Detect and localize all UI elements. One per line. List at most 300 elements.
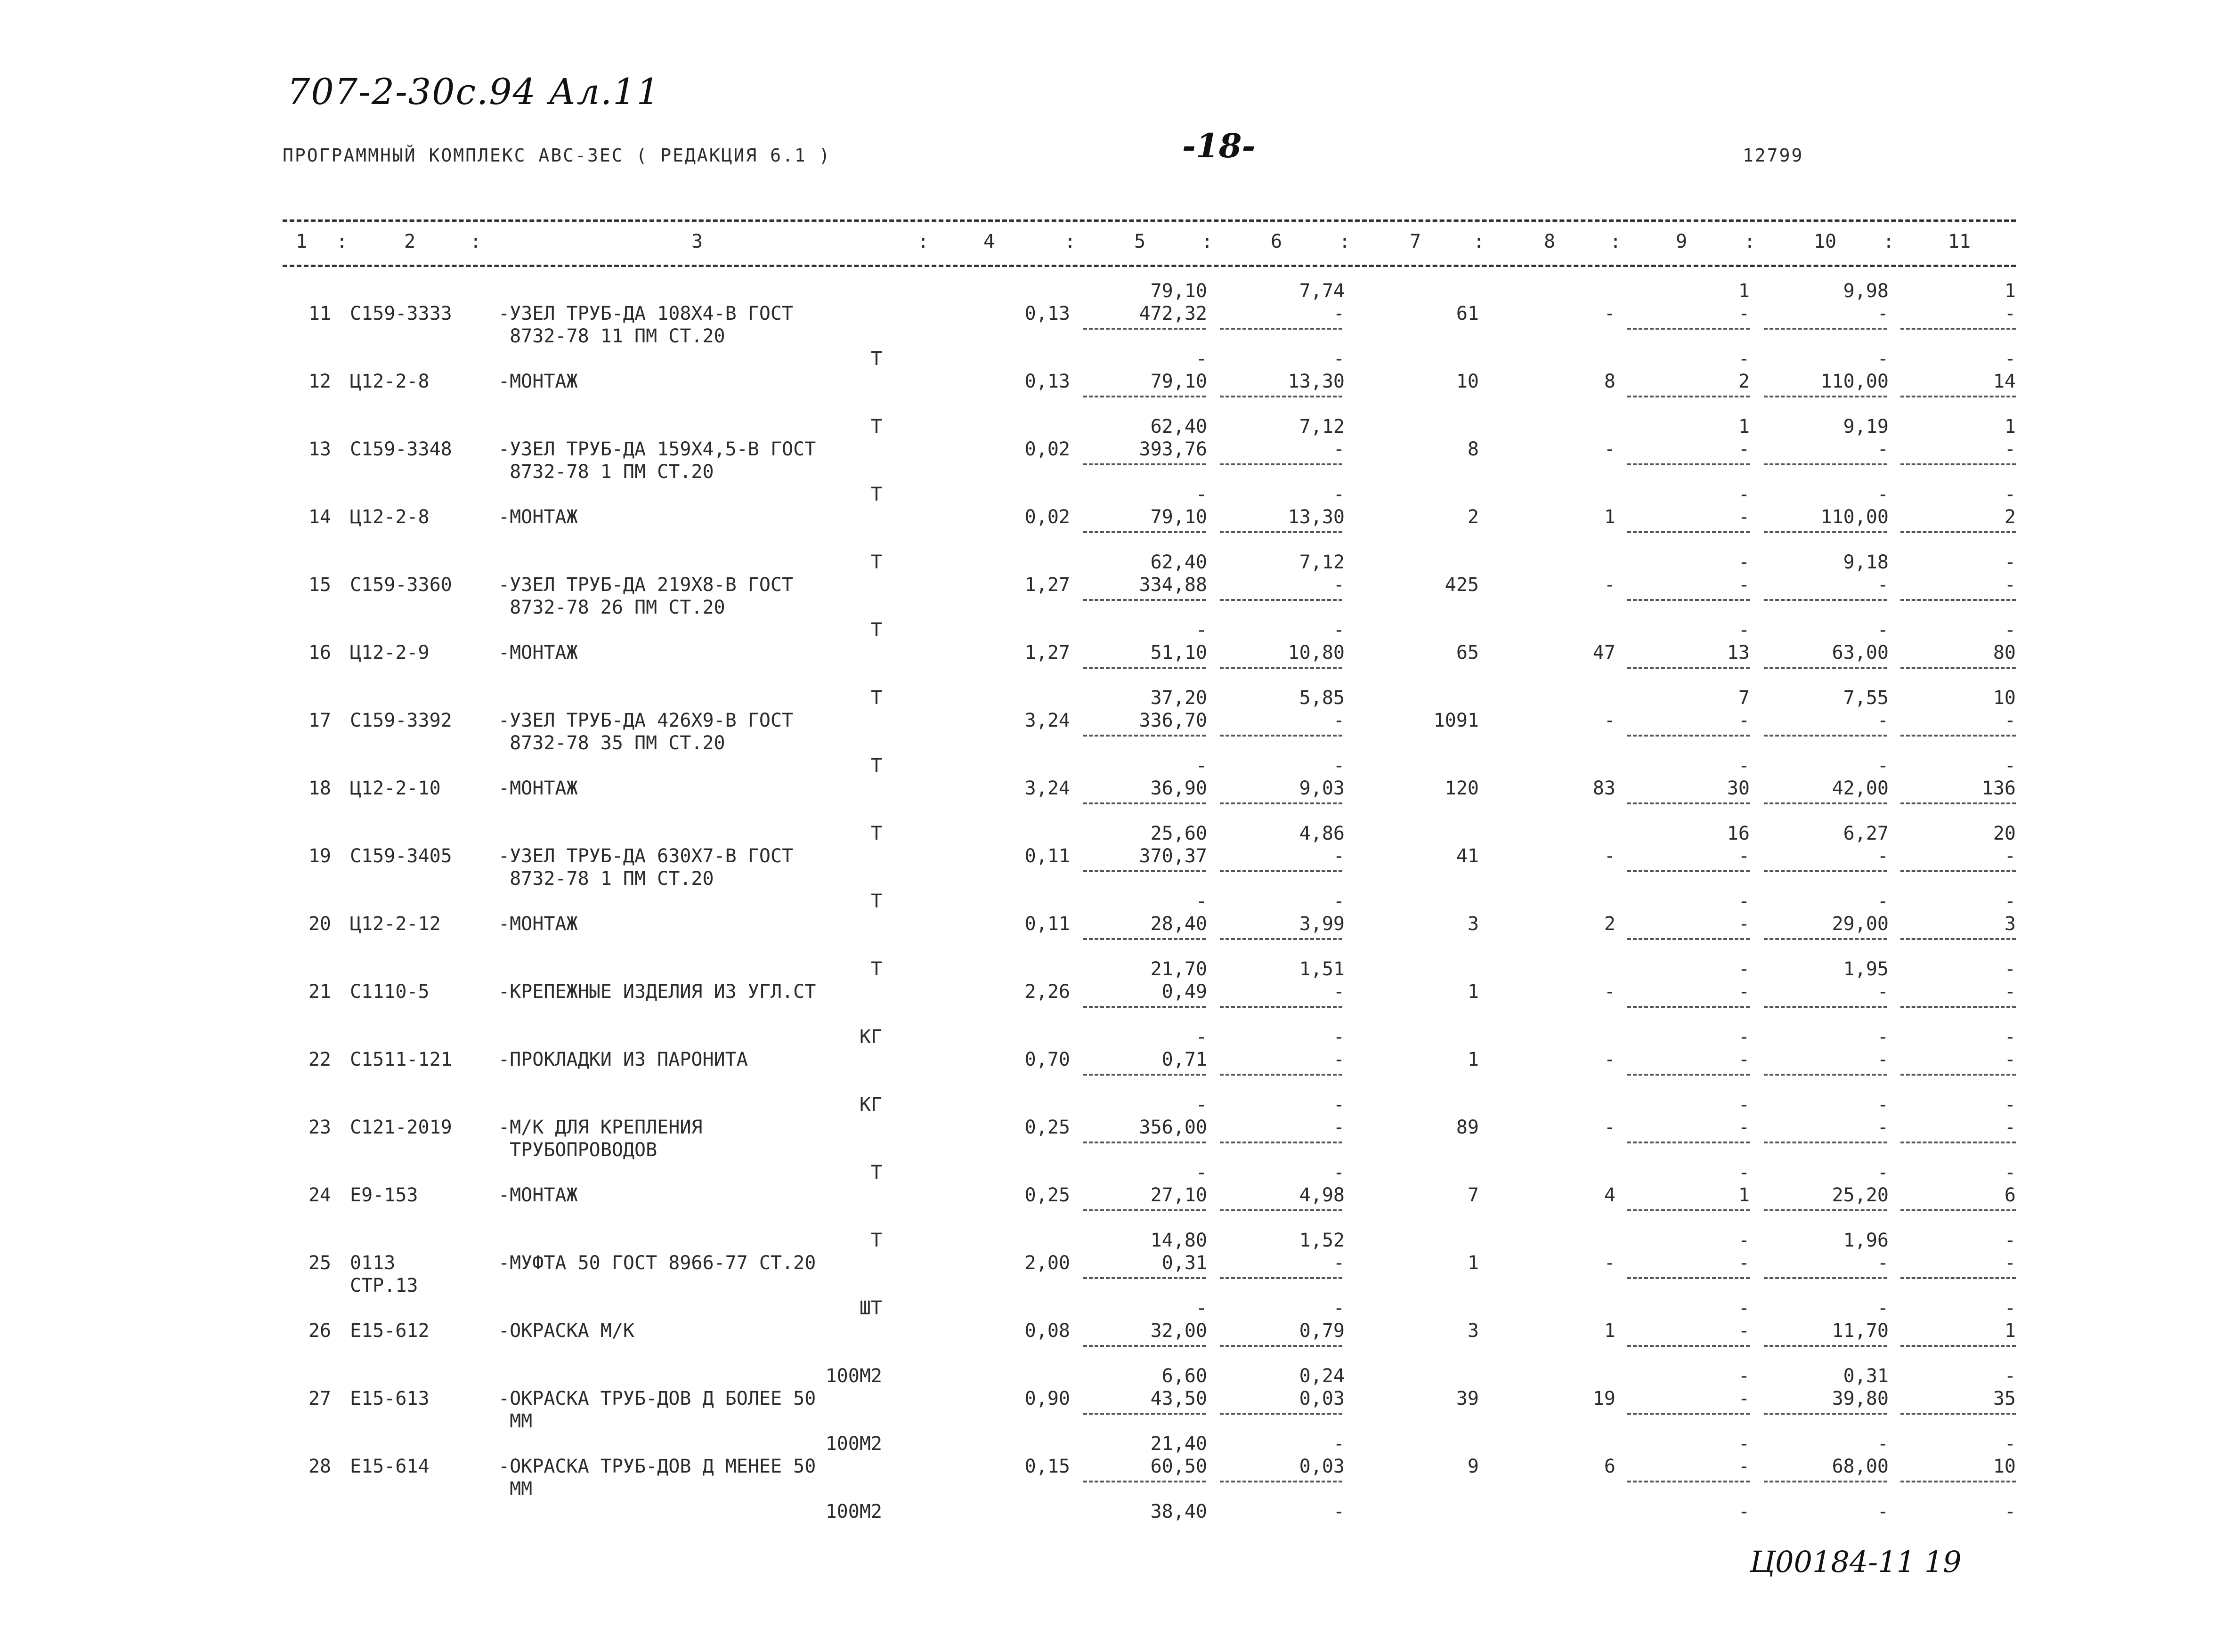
table-row [0,280,2025,370]
row-col5: 393,76 [1139,438,1207,460]
row-col11-lower: 10 [1993,687,2016,709]
row-quantity: 0,90 [1024,1388,1070,1409]
cell-underline [1627,396,1750,397]
row-col5-lower: - [1195,1026,1207,1048]
row-col6-lower: - [1333,1026,1345,1048]
row-col6-lower: 0,24 [1299,1365,1345,1387]
table-row [0,1252,2025,1320]
cell-underline [1083,1345,1206,1347]
page-number: -18- [1182,126,1256,165]
row-unit: Т [870,823,882,844]
row-col6: - [1333,1049,1345,1070]
row-col11: 80 [1993,642,2016,664]
row-col6: - [1333,981,1345,1003]
row-code: Е15-613 [350,1388,430,1409]
row-name: -ОКРАСКА ТРУБ-ДОВ Д БОЛЕЕ 50 ММ [498,1388,816,1432]
row-col9-lower: - [1738,1094,1750,1116]
row-quantity: 0,13 [1024,371,1070,392]
cell-underline [1900,870,2016,872]
row-name: -ПРОКЛАДКИ ИЗ ПАРОНИТА [498,1049,748,1070]
cell-underline [1900,802,2016,804]
row-name: -УЗЕЛ ТРУБ-ДА 219Х8-В ГОСТ 8732-78 26 ПМ СТ.20 [498,574,794,618]
column-separator: : [470,231,482,252]
row-col10: 63,00 [1832,642,1889,664]
row-col9-lower: - [1738,958,1750,980]
handwritten-doc-code: 707-2-30с.94 Ал.11 [287,71,660,113]
row-col10: - [1877,574,1889,596]
cell-underline [1900,1345,2016,1347]
cell-underline [1627,463,1750,465]
document-number: 12799 [1743,145,1804,166]
row-col5: 32,00 [1150,1320,1207,1342]
row-col6-lower: 1,52 [1299,1230,1345,1251]
table-row [0,709,2025,777]
table-row [0,1455,2025,1523]
column-header-6: 6 [1270,231,1282,252]
row-col5-lower: 25,60 [1150,823,1207,844]
row-col6: 4,98 [1299,1184,1345,1206]
row-col6-lower: 5,85 [1299,687,1345,709]
row-col7: 1 [1467,981,1479,1003]
cell-underline [1900,1142,2016,1143]
row-col10-lower: - [1877,1162,1889,1183]
cell-underline [1900,735,2016,737]
cell-underline [1900,1209,2016,1211]
row-col7: 1 [1467,1049,1479,1070]
row-code: Е9-153 [350,1184,418,1206]
cell-underline [1627,870,1750,872]
row-col8: 83 [1592,777,1615,799]
row-col9: - [1738,710,1750,731]
row-col9: 1 [1738,1184,1750,1206]
cell-underline [1900,463,2016,465]
row-col11: 136 [1981,777,2016,799]
cell-underline [1220,328,1342,330]
row-col10-lower: - [1877,1026,1889,1048]
row-col6: 10,80 [1288,642,1345,664]
cell-underline [1220,396,1342,397]
row-unit: ШТ [859,1297,882,1319]
top-rule [283,219,2016,222]
row-quantity: 2,26 [1024,981,1070,1003]
row-col11-lower: - [2004,551,2016,573]
row-col6-lower: 7,12 [1299,416,1345,437]
row-col8: 47 [1592,642,1615,664]
row-col9: - [1738,913,1750,935]
row-number: 16 [308,642,331,664]
row-quantity: 0,11 [1024,845,1070,867]
cell-underline [1627,531,1750,533]
row-unit: Т [870,619,882,641]
cell-underline [1083,599,1206,601]
row-col7: 10 [1456,371,1479,392]
row-quantity: 0,02 [1024,438,1070,460]
table-row [0,1320,2025,1387]
row-name: -ОКРАСКА ТРУБ-ДОВ Д МЕНЕЕ 50 ММ [498,1456,816,1500]
cell-underline [1627,1142,1750,1143]
cell-underline [1764,328,1887,330]
column-separator: : [1201,231,1213,252]
row-col11: 10 [1993,1456,2016,1477]
cell-underline [1764,1413,1887,1415]
row-col9-lower: - [1738,1365,1750,1387]
row-col5: 336,70 [1139,710,1207,731]
cell-underline [1900,667,2016,669]
row-code: Ц12-2-8 [350,506,430,528]
cell-underline [1900,531,2016,533]
row-number: 15 [308,574,331,596]
row-col10-lower: - [1877,1433,1889,1455]
row-name: -МОНТАЖ [498,642,578,664]
row-name: -УЗЕЛ ТРУБ-ДА 426Х9-В ГОСТ 8732-78 35 ПМ СТ.20 [498,710,794,754]
row-col11-lower: - [2004,755,2016,777]
row-col8: - [1604,981,1615,1003]
row-col5-lower: 37,20 [1150,687,1207,709]
row-col10: 42,00 [1832,777,1889,799]
row-col9: - [1738,845,1750,867]
cell-underline [1764,531,1887,533]
cell-underline [1083,1074,1206,1076]
row-name: -ОКРАСКА М/К [498,1320,634,1342]
cell-underline [1900,1413,2016,1415]
row-unit: 100М2 [825,1501,882,1522]
cell-underline [1220,1006,1342,1008]
row-col7: 9 [1467,1456,1479,1477]
row-col7: 2 [1467,506,1479,528]
row-col7: 65 [1456,642,1479,664]
row-col7: 425 [1445,574,1479,596]
cell-underline [1220,802,1342,804]
row-col7: 3 [1467,913,1479,935]
cell-underline [1764,735,1887,737]
cell-underline [1900,396,2016,397]
row-col5: 43,50 [1150,1388,1207,1409]
row-col9: - [1738,1456,1750,1477]
row-col5-lower: - [1195,755,1207,777]
row-col6-lower: - [1333,1501,1345,1522]
row-code: С159-3348 [350,438,452,460]
cell-underline [1083,938,1206,940]
row-col6: - [1333,710,1345,731]
row-number: 18 [308,777,331,799]
row-col11-lower: - [2004,1230,2016,1251]
row-name: -УЗЕЛ ТРУБ-ДА 159Х4,5-В ГОСТ 8732-78 1 ПМ СТ.20 [498,438,816,483]
row-col5: 79,10 [1150,506,1207,528]
row-col10-lower: - [1877,1297,1889,1319]
row-col11: 14 [1993,371,2016,392]
row-col11-lower: - [2004,1433,2016,1455]
row-col11: - [2004,438,2016,460]
cell-underline [1220,1209,1342,1211]
cell-underline [1083,328,1206,330]
program-title: ПРОГРАММНЫЙ КОМПЛЕКС АВС-ЗЕС ( РЕДАКЦИЯ 6.1 ) [283,145,831,166]
row-code: Е15-612 [350,1320,430,1342]
row-col11: 35 [1993,1388,2016,1409]
cell-underline [1627,802,1750,804]
row-quantity: 0,08 [1024,1320,1070,1342]
cell-underline [1764,1481,1887,1482]
row-name: -МОНТАЖ [498,777,578,799]
row-quantity: 3,24 [1024,710,1070,731]
row-number: 22 [308,1049,331,1070]
row-number: 11 [308,303,331,324]
cell-underline [1083,667,1206,669]
row-unit: Т [870,687,882,709]
row-col9-lower: - [1738,484,1750,505]
row-col8: 6 [1604,1456,1615,1477]
cell-underline [1900,1074,2016,1076]
row-col5-lower: - [1195,619,1207,641]
row-quantity: 0,13 [1024,303,1070,324]
column-header-3: 3 [691,231,703,252]
row-col11-lower: - [2004,1365,2016,1387]
row-col5: 334,88 [1139,574,1207,596]
row-code: Ц12-2-9 [350,642,430,664]
row-col6-lower: - [1333,891,1345,912]
row-name: -МОНТАЖ [498,506,578,528]
column-separator: : [336,231,348,252]
row-col10: - [1877,1049,1889,1070]
row-col9-lower: 1 [1738,416,1750,437]
row-col11-lower: - [2004,1094,2016,1116]
row-code: С1110-5 [350,981,430,1003]
row-col9-lower: 7 [1738,687,1750,709]
row-col10: 29,00 [1832,913,1889,935]
row-quantity: 2,00 [1024,1252,1070,1274]
row-col6: - [1333,845,1345,867]
table-row [0,845,2025,913]
cell-underline [1900,1481,2016,1482]
row-col11: 3 [2004,913,2016,935]
row-unit: Т [870,484,882,505]
row-col9-lower: - [1738,891,1750,912]
row-col10: 9,98 - [1843,280,1889,324]
row-col7: 8 [1467,438,1479,460]
row-col9: - [1738,1388,1750,1409]
row-col7: 3 [1467,1320,1479,1342]
column-separator: : [1883,231,1895,252]
cell-underline [1083,1277,1206,1279]
row-col11-lower: - [2004,484,2016,505]
row-col8: - [1604,303,1615,324]
row-col6-lower: - [1333,1162,1345,1183]
cell-underline [1627,328,1750,330]
row-col9: - [1738,574,1750,596]
row-number: 21 [308,981,331,1003]
row-col6: 0,03 [1299,1388,1345,1409]
row-col8: 4 [1604,1184,1615,1206]
row-number: 17 [308,710,331,731]
cell-underline [1083,802,1206,804]
row-col11: - [2004,574,2016,596]
cell-underline [1627,1481,1750,1482]
table-row [0,438,2025,506]
row-unit: 100М2 [825,1433,882,1455]
row-col7: 120 [1445,777,1479,799]
row-unit: КГ [859,1026,882,1048]
cell-underline [1083,531,1206,533]
row-code: Ц12-2-8 [350,371,430,392]
cell-underline [1220,938,1342,940]
cell-underline [1083,735,1206,737]
row-col6: 9,03 [1299,777,1345,799]
row-number: 19 [308,845,331,867]
column-header-2: 2 [404,231,416,252]
row-number: 20 [308,913,331,935]
row-col10-lower: 9,18 [1843,551,1889,573]
row-col5: 0,71 [1161,1049,1207,1070]
table-row [0,777,2025,845]
cell-underline [1220,1074,1342,1076]
cell-underline [1900,1277,2016,1279]
column-header-4: 4 [983,231,995,252]
cell-underline [1083,1481,1206,1482]
row-col11: - [2004,710,2016,731]
row-col6-lower: - [1333,348,1345,370]
row-col5: 370,37 [1139,845,1207,867]
column-header-10: 10 [1813,231,1837,252]
row-col9: 30 [1727,777,1750,799]
table-row [0,1116,2025,1184]
row-code: 0113 СТР.13 [350,1252,418,1296]
row-number: 26 [308,1320,331,1342]
row-col8: - [1604,845,1615,867]
table-row [0,1387,2025,1455]
row-name: -МОНТАЖ [498,1184,578,1206]
row-col9-lower: - [1738,1501,1750,1522]
row-col11-lower: - [2004,958,2016,980]
cell-underline [1627,599,1750,601]
row-col11: - [2004,1117,2016,1138]
row-col9: - [1738,981,1750,1003]
row-col6-lower: 1,51 [1299,958,1345,980]
cell-underline [1083,1142,1206,1143]
column-header-8: 8 [1543,231,1556,252]
row-code: С159-3405 [350,845,452,867]
row-col6: - [1333,1117,1345,1138]
row-col8: - [1604,574,1615,596]
cell-underline [1220,1413,1342,1415]
row-col10: 25,20 [1832,1184,1889,1206]
row-col11-lower: - [2004,1026,2016,1048]
row-col5: 79,10 [1150,371,1207,392]
row-col5-lower: - [1195,1297,1207,1319]
table-row [0,574,2025,641]
row-col10-lower: 7,55 [1843,687,1889,709]
row-col5: 51,10 [1150,642,1207,664]
row-col10-lower: 6,27 [1843,823,1889,844]
column-header-5: 5 [1134,231,1146,252]
row-col5: 27,10 [1150,1184,1207,1206]
cell-underline [1627,1074,1750,1076]
row-col5-lower: - [1195,348,1207,370]
row-col5-lower: 21,40 [1150,1433,1207,1455]
row-col7: 41 [1456,845,1479,867]
row-col5-lower: 14,80 [1150,1230,1207,1251]
row-col5-lower: 21,70 [1150,958,1207,980]
row-quantity: 0,25 [1024,1184,1070,1206]
row-col10: - [1877,1117,1889,1138]
row-col7: 1091 [1433,710,1479,731]
cell-underline [1900,328,2016,330]
row-col5-lower: 38,40 [1150,1501,1207,1522]
row-col5-lower: - [1195,1094,1207,1116]
row-col10-lower: 1,95 [1843,958,1889,980]
column-separator: : [1339,231,1351,252]
row-col10-lower: 9,19 [1843,416,1889,437]
row-col11-lower: 20 [1993,823,2016,844]
cell-underline [1764,1074,1887,1076]
column-separator: : [917,231,929,252]
column-separator: : [1744,231,1756,252]
row-quantity: 0,70 [1024,1049,1070,1070]
row-col10: - [1877,1252,1889,1274]
row-col9-lower: - [1738,1162,1750,1183]
row-number: 13 [308,438,331,460]
row-quantity: 1,27 [1024,642,1070,664]
table-row [0,1184,2025,1252]
cell-underline [1764,1277,1887,1279]
row-col10: - [1877,981,1889,1003]
row-col8: - [1604,710,1615,731]
cell-underline [1764,396,1887,397]
row-col11: 1 - [2004,280,2016,324]
row-code: Ц12-2-12 [350,913,441,935]
row-col8: 1 [1604,1320,1615,1342]
row-col9: 2 [1738,371,1750,392]
cell-underline [1764,1142,1887,1143]
row-col5: 79,10 472,32 [1139,280,1207,324]
row-unit: Т [870,416,882,437]
row-col10: 110,00 [1820,506,1889,528]
row-col6: 13,30 [1288,371,1345,392]
row-col7: 61 [1456,303,1479,324]
row-col10-lower: - [1877,1501,1889,1522]
row-col9: - [1738,1049,1750,1070]
row-col9-lower: - [1738,1230,1750,1251]
cell-underline [1083,1209,1206,1211]
cell-underline [1220,667,1342,669]
row-col9: - [1738,1252,1750,1274]
row-name: -УЗЕЛ ТРУБ-ДА 630Х7-В ГОСТ 8732-78 1 ПМ СТ.20 [498,845,794,890]
row-col11-lower: - [2004,1297,2016,1319]
row-col6: - [1333,574,1345,596]
column-separator: : [1064,231,1076,252]
row-col6-lower: - [1333,755,1345,777]
cell-underline [1900,1006,2016,1008]
cell-underline [1083,463,1206,465]
row-col9-lower: - [1738,1297,1750,1319]
cell-underline [1627,1209,1750,1211]
row-code: Ц12-2-10 [350,777,441,799]
row-col11: - [2004,845,2016,867]
row-quantity: 0,02 [1024,506,1070,528]
row-quantity: 0,25 [1024,1117,1070,1138]
row-col6-lower: 4,86 [1299,823,1345,844]
cell-underline [1083,1413,1206,1415]
row-col10-lower: - [1877,619,1889,641]
row-col11: 6 [2004,1184,2016,1206]
cell-underline [1764,802,1887,804]
row-code: С159-3360 [350,574,452,596]
row-col8: 19 [1592,1388,1615,1409]
column-header-11: 11 [1948,231,1971,252]
cell-underline [1764,599,1887,601]
column-header-row [0,231,2025,259]
row-col11-lower: - [2004,1501,2016,1522]
row-quantity: 0,15 [1024,1456,1070,1477]
cell-underline [1220,870,1342,872]
